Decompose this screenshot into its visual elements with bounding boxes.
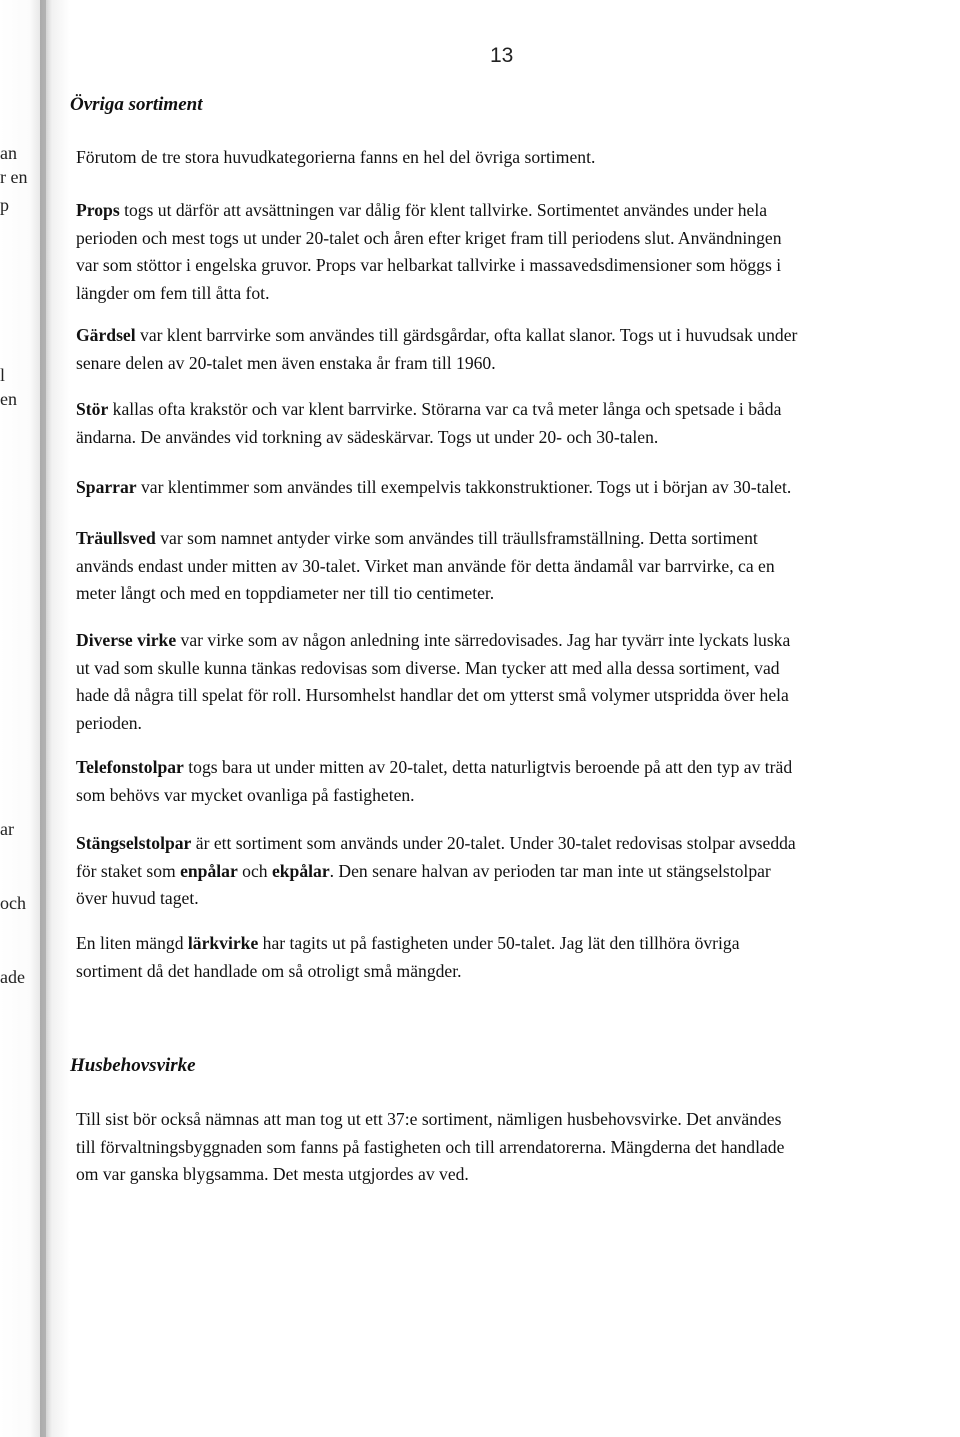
text-line — [76, 525, 956, 553]
margin-fragment: ade — [0, 967, 25, 987]
stangselstolpar-paragraph — [76, 830, 956, 913]
text-line: till förvaltningsbyggnaden som fanns på fastigheten och till arrendatorerna. Mängderna det handlade — [76, 1136, 785, 1157]
text-span: togs ut därför att avsättningen var dålig för klent tallvirke. Sortimentet användes under hela — [119, 200, 768, 220]
text-line: var som stöttor i engelska gruvor. Props var helbarkat tallvirke i massavedsdimensioner som höggs i — [76, 255, 782, 276]
margin-fragment: en — [0, 389, 17, 409]
intro-text: Förutom de tre stora huvudkategorierna fanns en hel del övriga sortiment. — [76, 147, 596, 167]
text-line — [76, 754, 956, 782]
sparrar-paragraph — [76, 474, 956, 502]
section-heading-husbehovsvirke: Husbehovsvirke — [70, 1055, 196, 1076]
text-span: . Den senare halvan av perioden tar man inte ut stängselstolpar — [329, 860, 771, 881]
text-line: används endast under mitten av 30-talet. Virket man använde för detta ändamål var barrvirke, ca en — [76, 555, 775, 576]
text-line: senare delen av 20-talet men även enstaka år fram till 1960. — [76, 352, 496, 373]
text-line: som behövs var mycket ovanliga på fastigheten. — [76, 784, 415, 805]
term-enpalar: enpålar — [180, 860, 238, 881]
term-sparrar: Sparrar — [76, 477, 137, 497]
telefonstolpar-paragraph — [76, 754, 956, 809]
term-traullsved: Träullsved — [76, 528, 156, 548]
term-telefonstolpar: Telefonstolpar — [76, 757, 184, 777]
term-ekpalar: ekpålar — [271, 860, 330, 881]
text-line — [76, 322, 956, 350]
text-span: var klentimmer som användes till exempelvis takkonstruktioner. Togs ut i början av 30-talet. — [136, 477, 792, 497]
text-line — [76, 197, 956, 225]
husbehovsvirke-paragraph — [76, 1106, 956, 1189]
text-span: togs bara ut under mitten av 20-talet, detta naturligtvis beroende på att den typ av träd — [183, 757, 793, 777]
diverse-paragraph — [76, 627, 956, 737]
margin-fragment: och — [0, 893, 26, 913]
text-line: om var ganska blygsamma. Det mesta utgjordes av ved. — [76, 1164, 469, 1185]
term-gardsel: Gärdsel — [76, 325, 136, 345]
text-line: ut vad som skulle kunna tänkas redovisas som diverse. Man tycker att med alla dessa sortiment, vad — [76, 657, 780, 678]
larkvirke-paragraph — [76, 930, 956, 985]
text-span: har tagits ut på fastigheten under 50-talet. Jag lät den tillhöra övriga — [258, 933, 740, 953]
section-heading-ovriga-sortiment: Övriga sortiment — [70, 94, 203, 115]
stor-paragraph — [76, 396, 956, 451]
text-span: var klent barrvirke som användes till gärdsgårdar, ofta kallat slanor. Togs ut i huvudsak under — [135, 325, 798, 345]
intro-paragraph — [76, 144, 956, 172]
text-line: längder om fem till åtta fot. — [76, 282, 270, 303]
text-line — [76, 858, 956, 886]
props-paragraph — [76, 197, 956, 307]
text-line — [76, 627, 956, 655]
page-number: 13 — [490, 44, 514, 67]
margin-fragment: an — [0, 143, 17, 163]
term-stor: Stör — [76, 399, 109, 419]
traullsved-paragraph — [76, 525, 956, 608]
text-span: kallas ofta krakstör och var klent barrvirke. Störarna var ca två meter långa och spetsade i båda — [108, 399, 782, 419]
text-span: för staket som — [76, 860, 181, 881]
text-span: är ett sortiment som används under 20-talet. Under 30-talet redovisas stolpar avsedda — [191, 833, 796, 853]
term-diverse-virke: Diverse virke — [76, 630, 177, 650]
term-larkvirke: lärkvirke — [187, 933, 259, 953]
margin-fragment: p — [0, 195, 9, 215]
text-line: sortiment då det handlade om så otroligt små mängder. — [76, 960, 462, 981]
text-line — [76, 830, 956, 858]
gardsel-paragraph — [76, 322, 956, 377]
text-span: En liten mängd — [76, 933, 188, 953]
text-line: Till sist bör också nämnas att man tog ut ett 37:e sortiment, nämligen husbehovsvirke. Det användes — [76, 1109, 782, 1129]
text-line: hade då några till spelat för roll. Hursomhelst handlar det om ytterst små volymer utspridda över hela — [76, 685, 789, 706]
text-line: ändarna. De användes vid torkning av sädeskärvar. Togs ut under 20- och 30-talen. — [76, 426, 659, 447]
text-line: perioden och mest togs ut under 20-talet och åren efter kriget fram till periodens slut. Användningen — [76, 227, 782, 248]
book-spine-shadow — [40, 0, 70, 1437]
text-line: meter långt och med en toppdiameter ner till tio centimeter. — [76, 583, 495, 604]
text-span: var som namnet antyder virke som användes till träullsframställning. Detta sortiment — [155, 528, 758, 548]
text-line — [76, 396, 956, 424]
margin-fragment: l — [0, 365, 6, 385]
text-line — [76, 474, 956, 502]
text-span: och — [237, 860, 272, 881]
term-stangselstolpar: Stängselstolpar — [76, 833, 192, 853]
margin-fragment: r en — [0, 167, 28, 187]
text-line: över huvud taget. — [76, 888, 199, 909]
text-line: perioden. — [76, 712, 142, 733]
term-props: Props — [76, 200, 120, 220]
text-line — [76, 930, 956, 958]
text-span: var virke som av någon anledning inte särredovisades. Jag har tyvärr inte lyckats luska — [176, 630, 791, 650]
margin-fragment: ar — [0, 819, 14, 839]
